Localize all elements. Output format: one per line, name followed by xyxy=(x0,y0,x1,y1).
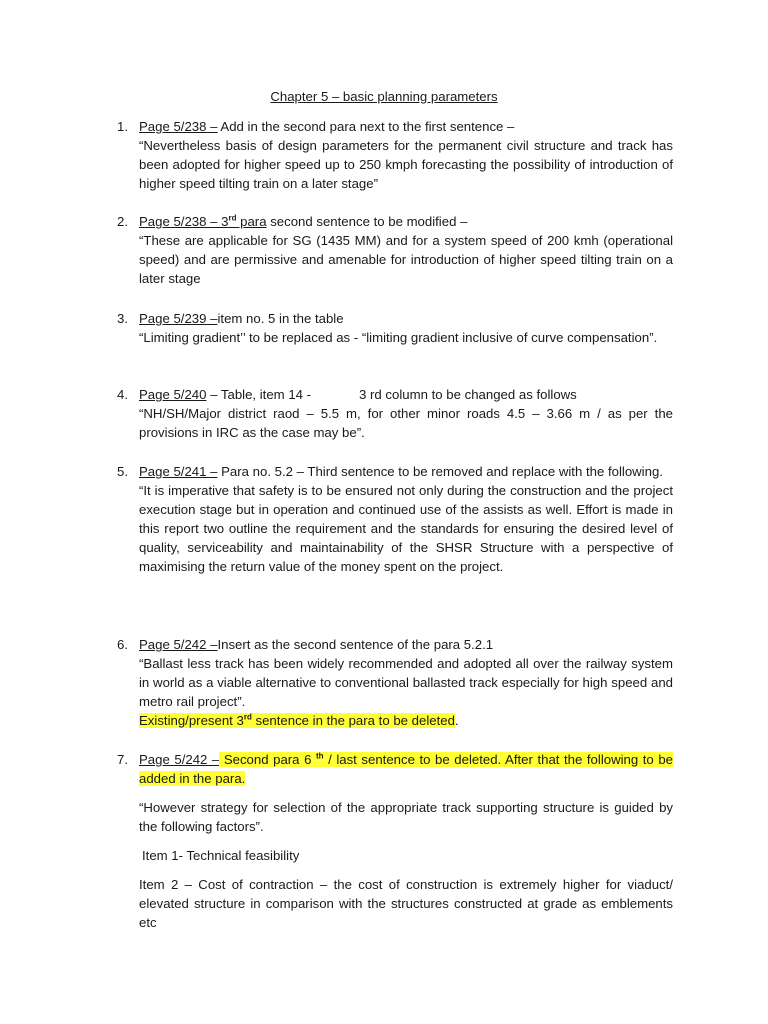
item-instruction: second sentence to be modified – xyxy=(266,214,468,229)
item-heading xyxy=(139,117,673,136)
item-number: 4. xyxy=(117,387,128,402)
item-number: 5. xyxy=(117,464,128,479)
page-reference: Page 5/239 – xyxy=(139,311,218,326)
list-item-7 xyxy=(117,750,673,932)
item-heading xyxy=(139,212,673,231)
item-number: 2. xyxy=(117,214,128,229)
item-instruction: item no. 5 in the table xyxy=(217,311,344,326)
sub-item-2: Item 2 – Cost of contraction – the cost of construction is extremely higher for viaduct/ elevated structure in comparison with the structures constructed at grade as emblements etc xyxy=(139,877,673,930)
sub-item-1: Item 1- Technical feasibility xyxy=(142,848,300,863)
list-item-2 xyxy=(117,212,673,288)
item-quote: “NH/SH/Major district raod – 5.5 m, for other minor roads 4.5 – 3.66 m / as per the provisions in IRC as the case may be”. xyxy=(139,406,673,440)
highlighted-text: Existing/present 3rd sentence in the para to be deleted xyxy=(139,712,455,728)
item-quote: “However strategy for selection of the appropriate track supporting structure is guided by the following factors”. xyxy=(139,800,673,834)
item-instruction: Add in the second para next to the first sentence – xyxy=(217,119,515,134)
item-number: 6. xyxy=(117,637,128,652)
item-instruction: Insert as the second sentence of the para 5.2.1 xyxy=(217,637,494,652)
item-quote: “Ballast less track has been widely recommended and adopted all over the railway system in world as a viable alternative to conventional ballasted track especially for high speed and metro rail project”. xyxy=(139,656,673,709)
page-reference: Page 5/240 xyxy=(139,387,207,402)
chapter-title: Chapter 5 – basic planning parameters xyxy=(270,89,498,104)
deletion-note: Existing/present 3rd sentence in the para to be deleted. xyxy=(139,712,459,728)
item-number: 3. xyxy=(117,311,128,326)
item-instruction-column: 3 rd column to be changed as follows xyxy=(359,387,577,402)
page-reference: Page 5/241 – xyxy=(139,464,218,479)
page-reference: Page 5/242 – xyxy=(139,637,218,652)
list-item-6 xyxy=(117,635,673,730)
item-quote: “It is imperative that safety is to be ensured not only during the construction and the project execution stage but in operation and continued use of the assists as well. Effort is made in this report two outline the requirement and the standards for ensuring the desired level of quality, serviceability and maintainability of the SHSR Structure with a perspective of maximising the return value of the money spent on the project. xyxy=(139,483,673,574)
item-quote: “Limiting gradient’’ to be replaced as - “limiting gradient inclusive of curve compensation”. xyxy=(139,330,658,345)
item-instruction: Para no. 5.2 – Third sentence to be removed and replace with the following. xyxy=(217,464,663,479)
item-heading xyxy=(139,385,673,404)
item-heading xyxy=(139,462,673,481)
highlighted-text: Second para 6 $^{th}$ / last sentence to be deleted. After that the following to be added in the para. xyxy=(139,751,673,786)
page-reference: Page 5/238 – xyxy=(139,119,218,134)
list-item-4 xyxy=(117,385,673,442)
list-item-5 xyxy=(117,462,673,576)
list-item-1 xyxy=(117,117,673,193)
item-heading xyxy=(139,635,673,654)
item-quote: “These are applicable for SG (1435 MM) and for a system speed of 200 kmh (operational speed) and are permissive and amenable for introduction of higher speed tilting train on a later stage xyxy=(139,233,673,286)
item-heading xyxy=(139,750,673,788)
item-heading xyxy=(139,309,673,328)
item-number: 7. xyxy=(117,752,128,767)
list-item-3 xyxy=(117,309,673,347)
item-number: 1. xyxy=(117,119,128,134)
page-reference: Page 5/238 – 3rd para xyxy=(139,213,267,229)
page-reference: Page 5/242 – xyxy=(139,752,220,767)
item-quote: “Nevertheless basis of design parameters for the permanent civil structure and track has been adopted for higher speed up to 250 kmph forecasting the possibility of introduction of higher speed tilting train on a later stage” xyxy=(139,138,673,191)
item-instruction: – Table, item 14 - xyxy=(206,387,312,402)
